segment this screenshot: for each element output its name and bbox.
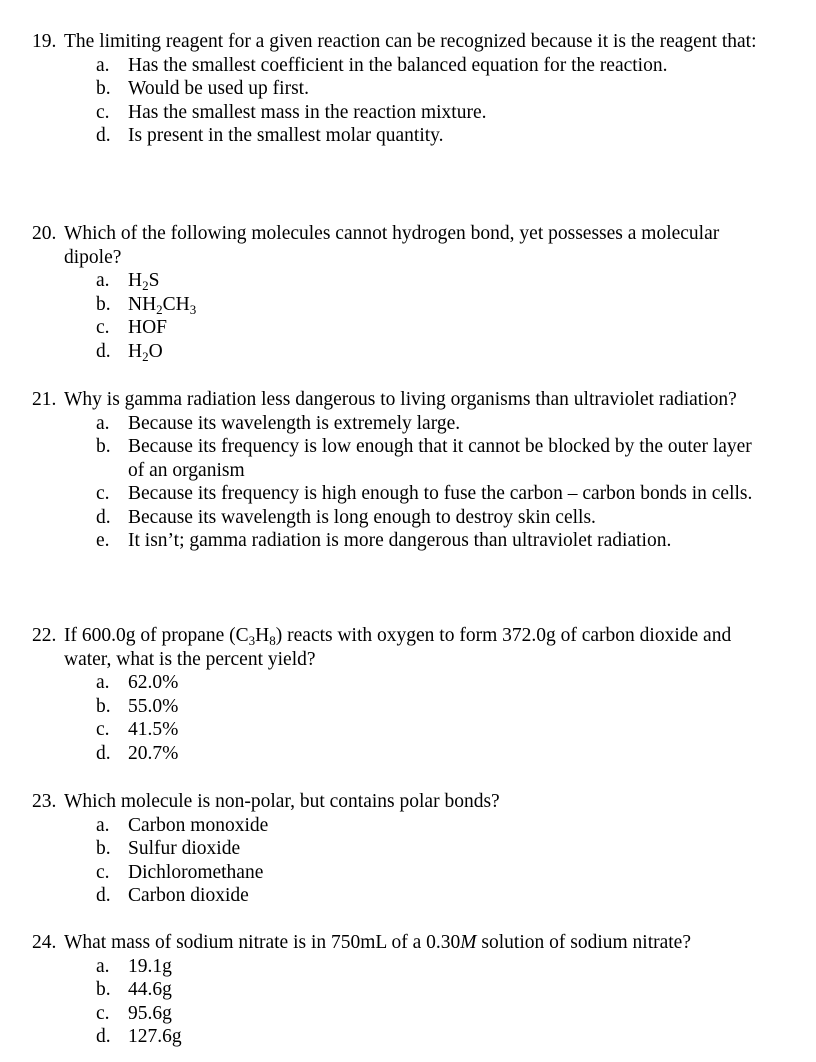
answer-choices [96, 269, 772, 363]
choice-text: 19.1g [128, 955, 172, 977]
choice-text: 20.7% [128, 742, 179, 764]
question-stem [32, 30, 772, 54]
question-number: 22. [32, 625, 57, 646]
question-text: What mass of sodium nitrate is in 750mL of a 0.30M solution of sodium nitrate? [64, 932, 691, 953]
answer-choice-b[interactable] [96, 435, 772, 482]
choice-formula-h2o: $H_2O$ [128, 340, 163, 364]
answer-choices [96, 671, 772, 765]
answer-choices [96, 955, 772, 1049]
answer-choices [96, 814, 772, 908]
answer-choice-b[interactable] [96, 978, 772, 1002]
choice-formula-h2s: $H_2S$ [128, 270, 160, 293]
choice-letter: a. [96, 955, 110, 977]
question-number: 21. [32, 389, 57, 410]
choice-text: 55.0% [128, 695, 179, 717]
question-text: Why is gamma radiation less dangerous to living organisms than ultraviolet radiation? [64, 389, 737, 410]
question-number: 23. [32, 791, 57, 812]
choice-text: Would be used up first. [128, 78, 309, 99]
choice-letter: d. [96, 885, 111, 906]
choice-text: HOF [128, 317, 168, 338]
question-20 [32, 222, 772, 363]
choice-text: Carbon monoxide [128, 814, 269, 836]
answer-choice-c[interactable] [96, 861, 772, 885]
answer-choice-c[interactable] [96, 316, 772, 340]
choice-letter: a. [96, 270, 110, 291]
answer-choice-a[interactable] [96, 814, 772, 838]
answer-choice-c[interactable] [96, 718, 772, 742]
answer-choice-c[interactable] [96, 101, 772, 125]
choice-letter: b. [96, 838, 111, 859]
question-21 [32, 388, 772, 553]
choice-letter: c. [96, 483, 110, 504]
answer-choices [96, 54, 772, 148]
question-22 [32, 624, 772, 765]
question-text: If 600.0g of propane $(C_3H_8)$ reacts with oxygen to form 372.0g of carbon dioxide and water, what is the percent yield? [64, 625, 732, 670]
choice-letter: d. [96, 340, 111, 362]
answer-choice-d[interactable] [96, 506, 772, 530]
question-stem [32, 388, 772, 412]
question-text: Which molecule is non-polar, but contains polar bonds? [64, 791, 500, 812]
choice-letter: b. [96, 436, 111, 457]
question-24 [32, 931, 772, 1049]
choice-text: Because its frequency is low enough that it cannot be blocked by the outer layer of an organism [128, 436, 752, 481]
choice-letter: d. [96, 742, 111, 764]
question-23 [32, 790, 772, 908]
question-stem [32, 790, 772, 814]
question-number: 24. [32, 932, 57, 953]
choice-letter: a. [96, 672, 110, 693]
answer-choice-d[interactable] [96, 1025, 772, 1049]
choice-letter: d. [96, 125, 111, 146]
choice-text: 127.6g [128, 1026, 182, 1047]
answer-choice-b[interactable] [96, 77, 772, 101]
choice-text: Is present in the smallest molar quantity. [128, 125, 444, 146]
answer-choice-d[interactable] [96, 124, 772, 148]
choice-text: 41.5% [128, 719, 179, 740]
answer-choices [96, 412, 772, 553]
choice-text: Carbon dioxide [128, 885, 249, 906]
choice-letter: a. [96, 412, 110, 434]
choice-letter: a. [96, 54, 110, 76]
question-19 [32, 30, 772, 148]
answer-choice-a[interactable] [96, 671, 772, 695]
choice-letter: b. [96, 293, 111, 315]
question-number: 20. [32, 223, 57, 244]
choice-letter: b. [96, 979, 111, 1000]
choice-letter: a. [96, 814, 110, 836]
choice-text: 95.6g [128, 1002, 172, 1024]
question-text: The limiting reagent for a given reaction can be recognized because it is the reagent that: [64, 31, 757, 52]
question-stem [32, 931, 772, 955]
choice-text: Dichloromethane [128, 861, 264, 883]
choice-letter: c. [96, 861, 110, 883]
choice-text: Has the smallest coefficient in the balanced equation for the reaction. [128, 54, 668, 76]
answer-choice-d[interactable] [96, 742, 772, 766]
answer-choice-d[interactable] [96, 884, 772, 908]
choice-text: It isn’t; gamma radiation is more dangerous than ultraviolet radiation. [128, 530, 672, 551]
question-stem [32, 624, 772, 671]
choice-letter: d. [96, 1026, 111, 1047]
choice-text: 62.0% [128, 672, 179, 693]
answer-choice-b[interactable] [96, 695, 772, 719]
choice-text: 44.6g [128, 979, 172, 1000]
question-number: 19. [32, 31, 57, 52]
choice-letter: c. [96, 1002, 110, 1024]
answer-choice-e[interactable] [96, 529, 772, 553]
choice-letter: e. [96, 530, 110, 551]
answer-choice-a[interactable] [96, 54, 772, 78]
choice-letter: c. [96, 101, 110, 123]
choice-formula-nh2ch3: $NH_2CH_3$ [128, 293, 197, 317]
question-text: Which of the following molecules cannot hydrogen bond, yet possesses a molecular dipole? [64, 223, 720, 268]
choice-letter: c. [96, 719, 110, 740]
choice-letter: b. [96, 695, 111, 717]
choice-letter: b. [96, 78, 111, 99]
choice-text: Has the smallest mass in the reaction mixture. [128, 101, 487, 123]
choice-text: Because its wavelength is extremely large. [128, 412, 461, 434]
answer-choice-a[interactable] [96, 412, 772, 436]
answer-choice-c[interactable] [96, 482, 772, 506]
choice-text: Because its wavelength is long enough to destroy skin cells. [128, 506, 596, 528]
choice-letter: d. [96, 506, 111, 528]
choice-text: Sulfur dioxide [128, 838, 241, 859]
answer-choice-a[interactable] [96, 955, 772, 979]
answer-choice-c[interactable] [96, 1002, 772, 1026]
answer-choice-b[interactable] [96, 293, 772, 317]
choice-text: Because its frequency is high enough to fuse the carbon – carbon bonds in cells. [128, 483, 753, 504]
answer-choice-d[interactable] [96, 340, 772, 364]
answer-choice-b[interactable] [96, 837, 772, 861]
question-stem [32, 222, 772, 269]
choice-letter: c. [96, 317, 110, 338]
answer-choice-a[interactable] [96, 269, 772, 293]
